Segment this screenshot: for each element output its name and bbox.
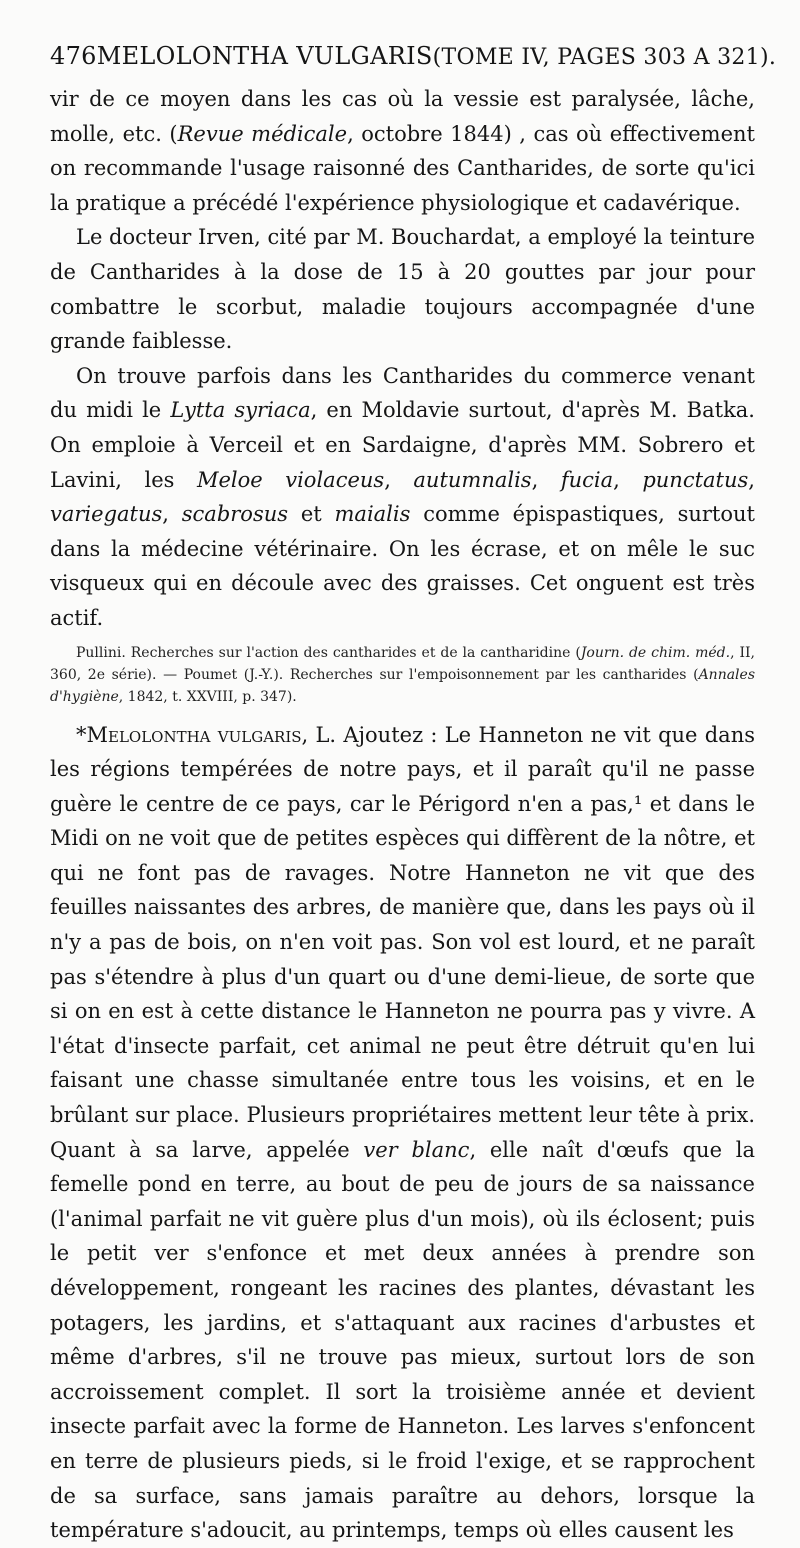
running-reference: (TOME IV, PAGES 303 A 321).	[432, 45, 777, 70]
text-run: Pullini. Recherches sur l'action des cantharides et de la cantharidine (	[76, 644, 581, 661]
page-number: 476	[50, 42, 97, 70]
text-run: ,	[531, 467, 561, 492]
italic-run: Revue médicale	[177, 121, 348, 146]
italic-run: scabrosus	[181, 502, 289, 527]
italic-run: Annales d'hygiène	[50, 666, 755, 705]
text-run: , elle naît d'œufs que la femelle pond en terre, au bout de peu de jours de sa naissance (l'animal parfait ne vit guère plus d'un mois), où ils éclosent; puis le petit ver s'enfonce et met deux années à prendre son développement, rongeant les racines des plantes, dévastant les potagers, les jardins, et s'attaquant aux racines d'arbustes et même d'arbres, s'il ne trouve pas mieux, surtout lors de son accroissement complet. Il sort la troisième année et devient insecte parfait avec la forme de Hanneton. Les larves s'enfoncent en terre de plusieurs pieds, si le froid l'exige, et se rapprochent de sa surface, sans jamais paraître au dehors, lorsque la température s'adoucit, au printemps, temps où elles causent les	[50, 1137, 755, 1543]
italic-run: punctatus	[642, 467, 749, 492]
paragraph-1	[50, 82, 755, 220]
italic-run: ver blanc	[363, 1137, 470, 1162]
text-run: Le docteur Irven, cité par M. Bouchardat, a employé la teinture de Cantharides à la dose de 15 à 20 gouttes par jour pour combattre le scorbut, maladie toujours accompagnée d'une grande faiblesse.	[50, 225, 756, 354]
italic-run: fucia	[560, 467, 614, 492]
italic-run: Meloe violaceus	[196, 467, 385, 492]
text-run: ,	[613, 467, 643, 492]
italic-run: autumnalis	[413, 467, 532, 492]
text-run: ,	[162, 502, 182, 527]
text-run: ,	[384, 467, 414, 492]
text-run: , 1842, t. XXVIII, p. 347).	[118, 688, 297, 705]
running-title: MELOLONTHA VULGARIS	[96, 42, 433, 70]
text-run: ,	[748, 467, 755, 492]
text-run: vir de ce moyen dans les cas où la vessie est paralysée, lâche, molle, etc. (	[50, 87, 755, 146]
bibliographic-references	[50, 642, 755, 708]
text-body	[50, 82, 755, 1548]
text-run: , en Moldavie surtout, d'après M. Batka. On emploie à Verceil et en Sardaigne, d'après MM. Sobrero et Lavini, les	[50, 398, 755, 492]
text-run: , L. Ajoutez : Le Hanneton ne vit que dans les régions tempérées de notre pays, et il paraît qu'il ne passe guère le centre de ce pays, car le Périgord n'en a pas,¹ et dans le Midi on ne voit que de petites espèces qui diffèrent de la nôtre, et qui ne font pas de ravages. Notre Hanneton ne vit que des feuilles naissantes des arbres, de manière que, dans les pays où il n'y a pas de bois, on n'en voit pas. Son vol est lourd, et ne paraît pas s'étendre à plus d'un quart ou d'une demi-lieue, de sorte que si on en est à cette distance le Hanneton ne pourra pas y vivre. A l'état d'insecte parfait, cet animal ne peut être détruit qu'en lui faisant une chasse simultanée entre tous les voisins, et en le brûlant sur place. Plusieurs propriétaires mettent leur tête à prix. Quant à sa larve, appelée	[50, 722, 755, 1162]
species-heading: *Melolontha vulgaris	[76, 722, 302, 747]
text-run: , octobre 1844) , cas où effectivement on recommande l'usage raisonné des Cantharides, de sorte qu'ici la pratique a précédé l'expérience physiologique et cadavérique.	[50, 121, 755, 215]
italic-run: maialis	[334, 502, 411, 527]
text-run: et	[288, 502, 335, 527]
paragraph-2	[50, 220, 755, 358]
italic-run: Lytta syriaca	[170, 398, 311, 423]
italic-run: Journ. de chim. méd.	[580, 644, 731, 661]
text-run: comme épispastiques, surtout dans la médecine vétérinaire. On les écrase, et on mêle le suc visqueux qui en découle avec des graisses. Cet onguent est très actif.	[50, 502, 755, 630]
text-run: , II, 360, 2e série). — Poumet (J.-Y.). Recherches sur l'empoisonnement par les cantharides (	[50, 644, 755, 683]
running-header	[50, 40, 777, 74]
paragraph-4	[50, 718, 755, 1548]
italic-run: variegatus	[50, 502, 163, 527]
text-run: On trouve parfois dans les Cantharides du commerce venant du midi le	[50, 363, 755, 423]
paragraph-3	[50, 359, 755, 636]
page	[50, 40, 777, 1548]
